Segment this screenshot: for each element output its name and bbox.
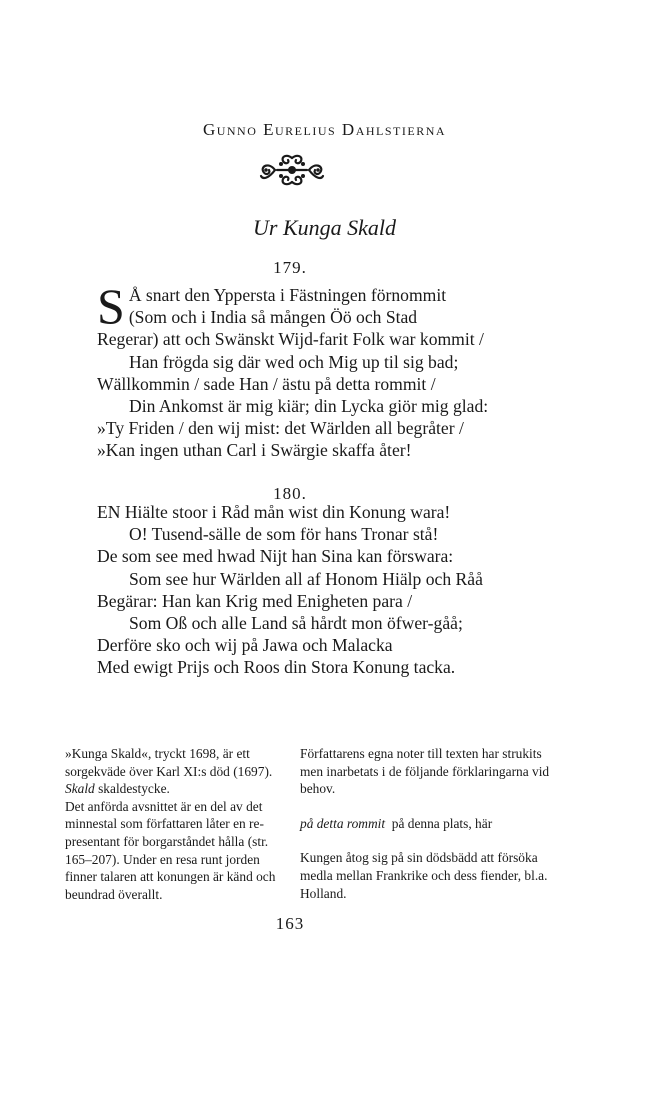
- drop-cap: S: [97, 278, 125, 334]
- verse-line: »Kan ingen uthan Carl i Swärgie skaffa åter!: [97, 440, 412, 461]
- verse-line: Din Ankomst är mig kiär; din Lycka giör mig glad:: [129, 396, 489, 417]
- gloss-definition: skaldestycke.: [94, 781, 170, 797]
- floral-ornament-icon: [257, 152, 327, 188]
- poem-title: Ur Kunga Skald: [253, 215, 396, 240]
- commentary-left: [65, 745, 287, 903]
- verse-line: De som see med hwad Nijt han Sina kan förswara:: [97, 546, 454, 567]
- verse-line: Som Oß och alle Land så hårdt mon öfwer-gåå;: [129, 613, 463, 634]
- commentary-paragraph: Det anförda avsnittet är en del av det minnestal som författaren låter en re-presentant för borgarståndet hålla (str. 165–207). Under en resa runt jorden finner talaren att konungen är känd och beundrad överallt.: [65, 798, 276, 902]
- verse-line: »Ty Friden / den wij mist: det Wärlden all begråter /: [97, 418, 464, 439]
- commentary-paragraph: [300, 815, 550, 833]
- gloss-definition: på denna plats, här: [385, 815, 493, 831]
- verse-line: O! Tusend-sälle de som för hans Tronar stå!: [129, 524, 439, 545]
- stanza-180: [97, 501, 557, 679]
- commentary-paragraph: »Kunga Skald«, tryckt 1698, är ett sorgekväde över Karl XI:s död (1697).: [65, 746, 273, 779]
- verse-line: Å snart den Yppersta i Fästningen förnommit: [128, 285, 447, 305]
- verse-line: Regerar) att och Swänskt Wijd-farit Folk war kommit /: [97, 329, 484, 350]
- author-name: Gunno Eurelius Dahlstierna: [202, 120, 447, 139]
- verse-line: EN Hiälte stoor i Råd mån wist din Konung wara!: [97, 502, 451, 522]
- glossed-term: på detta rommit: [300, 815, 386, 831]
- stanza-179: [97, 278, 557, 462]
- commentary-paragraph: [65, 780, 287, 798]
- stanza-number: 180.: [273, 484, 307, 503]
- verse-line: Han frögda sig där wed och Mig up til sig bad;: [129, 351, 459, 372]
- stanza-number: 179.: [273, 258, 307, 277]
- page-number: 163: [275, 914, 305, 933]
- commentary-right: [300, 745, 550, 902]
- verse-line: Derföre sko och wij på Jawa och Malacka: [97, 635, 393, 656]
- commentary-paragraph: Författarens egna noter till texten har strukits men inarbetats i de följande förklaringarna vid behov.: [300, 746, 550, 797]
- verse-line: Wällkommin / sade Han / ästu på detta rommit /: [97, 373, 436, 394]
- glossed-term: Skald: [65, 781, 95, 797]
- verse-line: Begärar: Han kan Krig med Enigheten para /: [97, 590, 413, 611]
- verse-line: (Som och i India så mången Öö och Stad: [128, 307, 418, 328]
- verse-line: Som see hur Wärlden all af Honom Hiälp och Råå: [129, 568, 483, 589]
- commentary-paragraph: Kungen åtog sig på sin dödsbädd att försöka medla mellan Frankrike och dess fiender, bl.a. Holland.: [300, 850, 548, 901]
- verse-line: Med ewigt Prijs och Roos din Stora Konung tacka.: [97, 657, 456, 678]
